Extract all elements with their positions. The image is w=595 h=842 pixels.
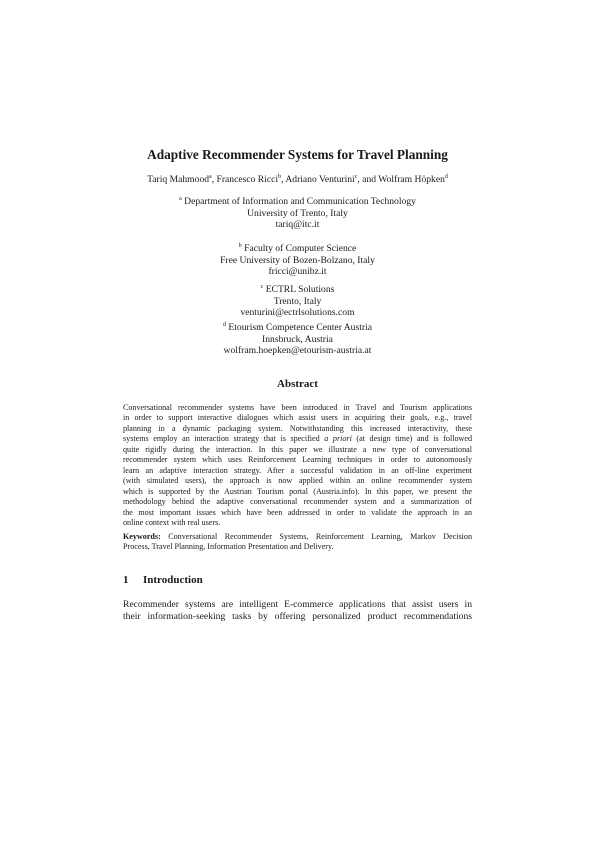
author-separator: , [211,174,217,185]
abstract-line: Conversational recommender systems have been introduced in Travel and Tourism applications [123,403,472,412]
abstract-line [123,434,472,444]
abstract-heading: Abstract [277,378,318,390]
abstract-line: online context with real users. [123,517,221,527]
abstract-body [123,403,472,528]
author-affil-mark: a [209,173,212,180]
affil-email: fricci@unibz.it [268,266,327,278]
affil-email: venturini@ectrlsolutions.com [240,307,355,319]
affiliation-c [0,284,595,319]
abstract-line: quite rigidly during the interaction. In this paper we illustrate a new type of conversational [123,444,472,454]
keywords-text: Conversational Recommender Systems, Reinforcement Learning, Markov Decision [160,532,472,541]
abstract-text: systems employ an interaction strategy that is specified [123,434,325,444]
affil-email: wolfram.hoepken@etourism-austria.at [223,345,372,357]
abstract-line: which is supported by the Austrian Tourism portal (Austria.info). In this paper, we present the [123,486,472,496]
affil-mark: b [238,242,242,249]
affiliation-b [0,243,595,278]
keywords-line: Process, Travel Planning, Information Presentation and Delivery. [123,542,334,552]
affil-line: Faculty of Computer Science [244,243,357,254]
intro-line: Recommender systems are intelligent E-commerce applications that assist users in [123,599,472,610]
affil-mark: c [260,283,264,290]
affil-email: tariq@itc.it [275,219,320,231]
affil-mark: d [222,321,226,328]
keywords-line [123,532,472,542]
author-separator: , [281,174,286,185]
affil-line: University of Trento, Italy [247,207,348,219]
abstract-text: (at design time) and is followed [351,434,472,444]
affil-line: Department of Information and Communication Technology [184,196,416,207]
affil-line: Etourism Competence Center Austria [228,322,372,333]
section-number: 1 [123,574,129,586]
affiliation-a [0,196,595,231]
author-name: Adriano Venturini [285,174,355,185]
abstract-line: (with simulated users), the approach is now applied within an online recommender system [123,476,472,486]
affiliation-d [0,322,595,357]
intro-line: their information-seeking tasks by offering personalized product recommendations [123,611,472,623]
paper-title: Adaptive Recommender Systems for Travel Planning [147,147,448,162]
author-name: Tariq Mahmood [147,174,210,185]
introduction-body [123,599,472,623]
affil-line: ECTRL Solutions [265,284,335,295]
affil-mark: a [179,195,182,202]
author-affil-mark: c [354,173,358,180]
section-heading [123,574,203,586]
author-name: Francesco Ricci [216,174,279,185]
affil-line: Innsbruck, Austria [262,333,333,345]
author-name: Wolfram Höpken [378,174,445,185]
abstract-line: methodology behind the adaptive conversational recommender system and a summarization of [123,497,472,507]
affil-line: Free University of Bozen-Bolzano, Italy [220,254,375,266]
abstract-line: in order to support interactive dialogues which assist users in acquiring their goals, e.g., travel [123,413,472,423]
abstract-line: recommender system which uses Reinforcement Learning techniques in order to autonomously [123,455,472,465]
author-affil-mark: b [278,173,282,180]
author-affil-mark: d [444,173,448,180]
abstract-line: the most important issues which have been addressed in order to validate the approach in an [123,507,472,517]
abstract-italic: a priori [324,434,352,444]
keywords-block [123,532,472,553]
author-separator: , and [357,174,379,185]
affil-line: Trento, Italy [273,295,322,307]
keywords-label: Keywords: [123,532,161,541]
author-list [0,174,595,185]
abstract-line: learn an adaptive interaction strategy. After a successful validation in an off-line experiment [123,465,472,475]
section-title: Introduction [143,574,203,586]
abstract-line: planning in a dynamic packaging system. Notwithstanding this increased interactivity, these [123,423,472,433]
